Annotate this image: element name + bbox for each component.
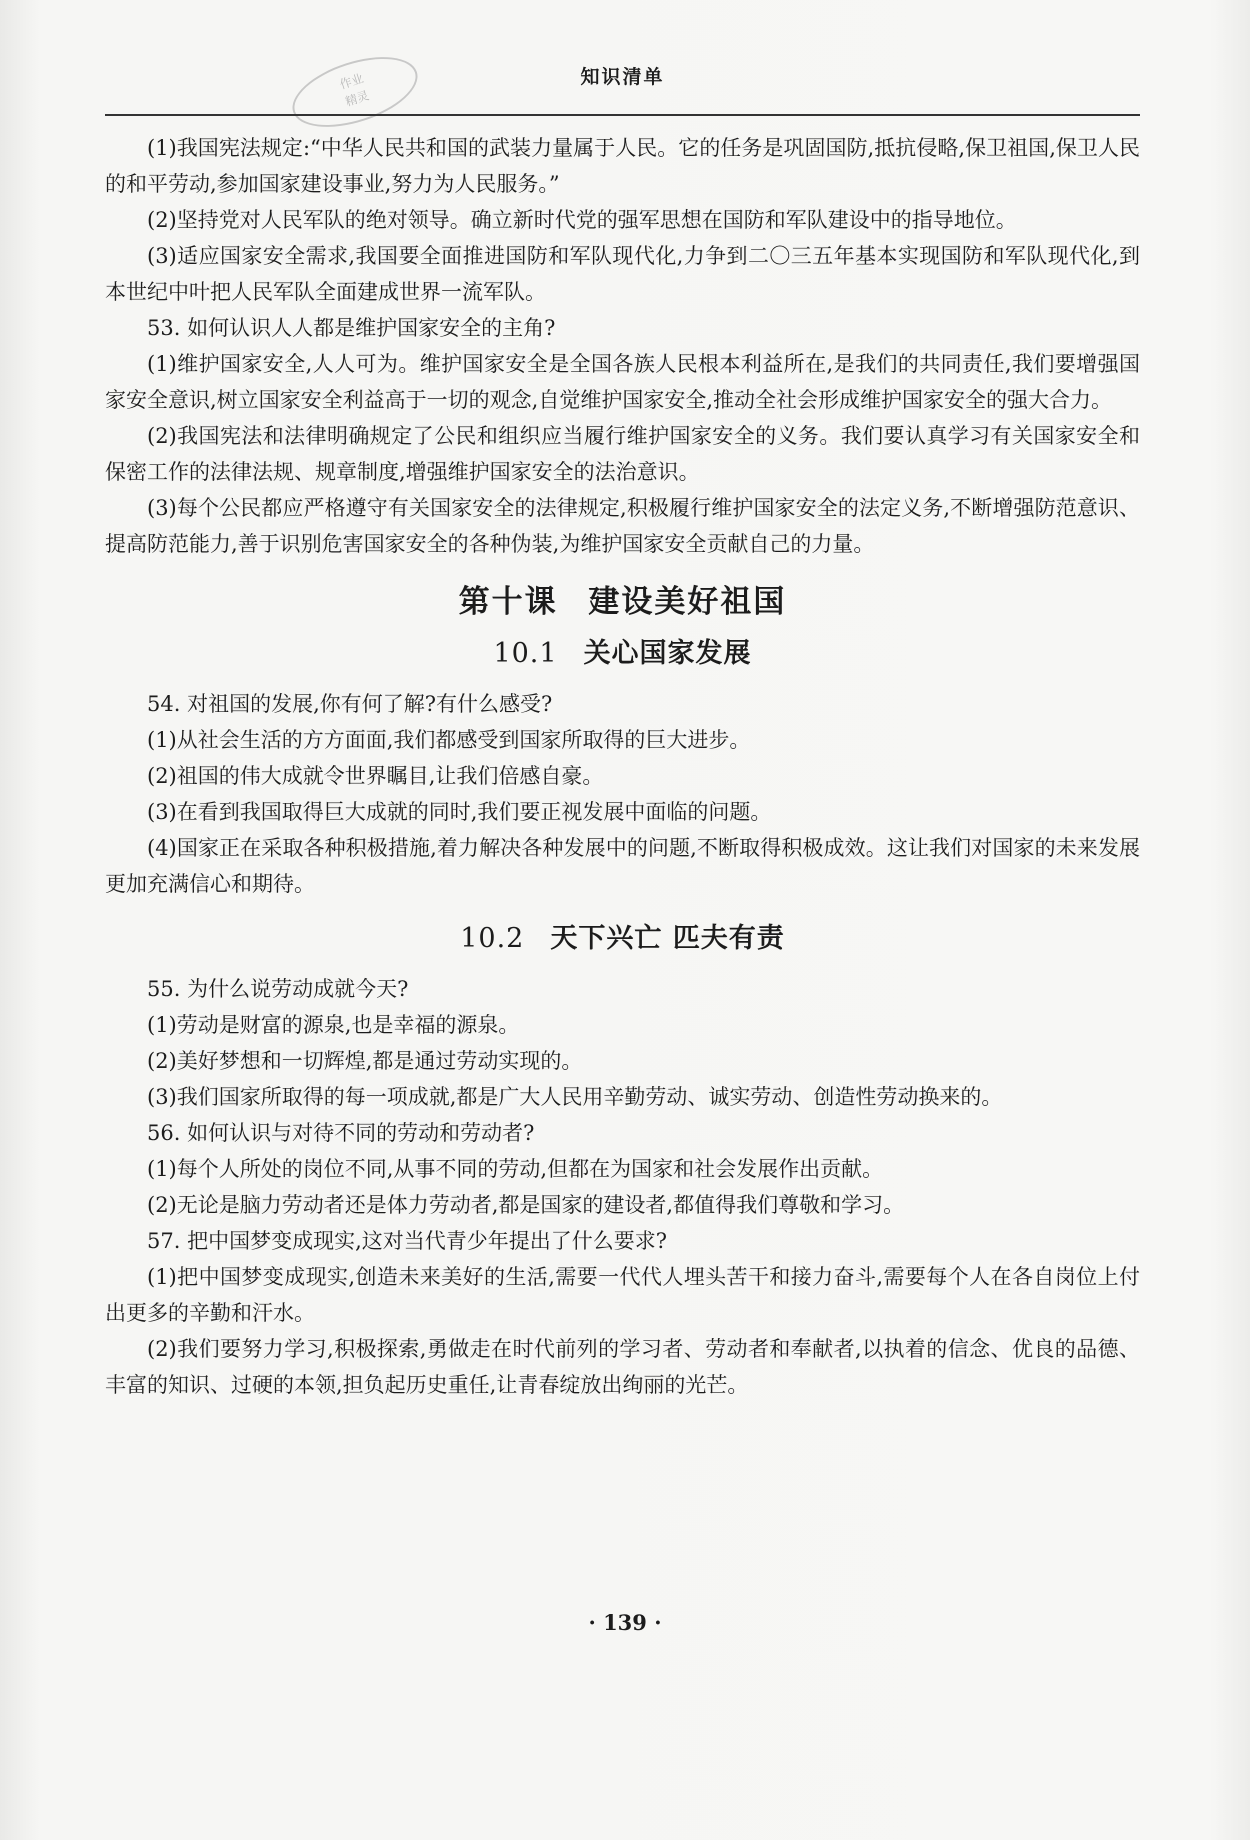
paragraph: (1)劳动是财富的源泉,也是幸福的源泉。 <box>147 1013 520 1037</box>
paragraph: (3)适应国家安全需求,我国要全面推进国防和军队现代化,力争到二〇三五年基本实现国防和军队现代化,到本世纪中叶把人民军队全面建成世界一流军队。 <box>105 244 1140 304</box>
paragraph: (3)在看到我国取得巨大成就的同时,我们要正视发展中面临的问题。 <box>147 800 772 824</box>
stamp-line-1: 作业 <box>338 71 366 92</box>
question-56: 56. 如何认识与对待不同的劳动和劳动者? <box>147 1121 535 1145</box>
question-57: 57. 把中国梦变成现实,这对当代青少年提出了什么要求? <box>147 1229 668 1253</box>
paragraph: (2)祖国的伟大成就令世界瞩目,让我们倍感自豪。 <box>147 764 604 788</box>
paragraph: (2)我国宪法和法律明确规定了公民和组织应当履行维护国家安全的义务。我们要认真学习有关国家安全和保密工作的法律法规、规章制度,增强维护国家安全的法治意识。 <box>105 424 1140 484</box>
section-number: 10.1 <box>493 638 558 669</box>
paragraph: (3)每个公民都应严格遵守有关国家安全的法律规定,积极履行维护国家安全的法定义务,不断增强防范意识、提高防范能力,善于识别危害国家安全的各种伪装,为维护国家安全贡献自己的力量。 <box>105 496 1140 556</box>
paragraph: (4)国家正在采取各种积极措施,着力解决各种发展中的问题,不断取得积极成效。这让我们对国家的未来发展更加充满信心和期待。 <box>105 836 1140 896</box>
paragraph: (2)美好梦想和一切辉煌,都是通过劳动实现的。 <box>147 1049 583 1073</box>
paragraph: (2)我们要努力学习,积极探索,勇做走在时代前列的学习者、劳动者和奉献者,以执着的信念、优良的品德、丰富的知识、过硬的本领,担负起历史重任,让青春绽放出绚丽的光芒。 <box>105 1337 1140 1397</box>
paragraph: (1)我国宪法规定:“中华人民共和国的武装力量属于人民。它的任务是巩固国防,抵抗侵略,保卫祖国,保卫人民的和平劳动,参加国家建设事业,努力为人民服务。” <box>105 136 1140 196</box>
paragraph: (2)坚持党对人民军队的绝对领导。确立新时代党的强军思想在国防和军队建设中的指导地位。 <box>147 208 1017 232</box>
section-title-10-1 <box>105 631 1140 670</box>
section-heading: 天下兴亡 匹夫有责 <box>550 923 785 954</box>
paragraph-group-s1 <box>105 686 1140 902</box>
section-title-10-2 <box>105 916 1140 955</box>
paragraph: (2)无论是脑力劳动者还是体力劳动者,都是国家的建设者,都值得我们尊敬和学习。 <box>147 1193 905 1217</box>
header-divider <box>105 114 1140 116</box>
paragraph: (1)从社会生活的方方面面,我们都感受到国家所取得的巨大进步。 <box>147 728 751 752</box>
paragraph: (3)我们国家所取得的每一项成就,都是广大人民用辛勤劳动、诚实劳动、创造性劳动换来的。 <box>147 1085 1003 1109</box>
page-number: · 139 · <box>588 1610 662 1635</box>
page-content <box>105 130 1140 1403</box>
paragraph-group-top <box>105 130 1140 562</box>
question-53: 53. 如何认识人人都是维护国家安全的主角? <box>147 316 556 340</box>
paragraph: (1)每个人所处的岗位不同,从事不同的劳动,但都在为国家和社会发展作出贡献。 <box>147 1157 884 1181</box>
running-header: 知识清单 <box>580 66 665 88</box>
lesson-title: 第十课 建设美好祖国 <box>458 584 787 620</box>
stamp-line-2: 精灵 <box>343 88 371 110</box>
question-55: 55. 为什么说劳动成就今天? <box>147 977 409 1001</box>
section-heading: 关心国家发展 <box>583 638 752 669</box>
watermark-stamp <box>284 43 426 140</box>
paragraph: (1)把中国梦变成现实,创造未来美好的生活,需要一代代人埋头苦干和接力奋斗,需要每个人在各自岗位上付出更多的辛勤和汗水。 <box>105 1265 1140 1325</box>
paragraph-group-s2 <box>105 971 1140 1403</box>
question-54: 54. 对祖国的发展,你有何了解?有什么感受? <box>147 692 553 716</box>
paragraph: (1)维护国家安全,人人可为。维护国家安全是全国各族人民根本利益所在,是我们的共同责任,我们要增强国家安全意识,树立国家安全利益高于一切的观念,自觉维护国家安全,推动全社会形成维护国家安全的强大合力。 <box>105 352 1140 412</box>
section-number: 10.2 <box>460 923 525 954</box>
